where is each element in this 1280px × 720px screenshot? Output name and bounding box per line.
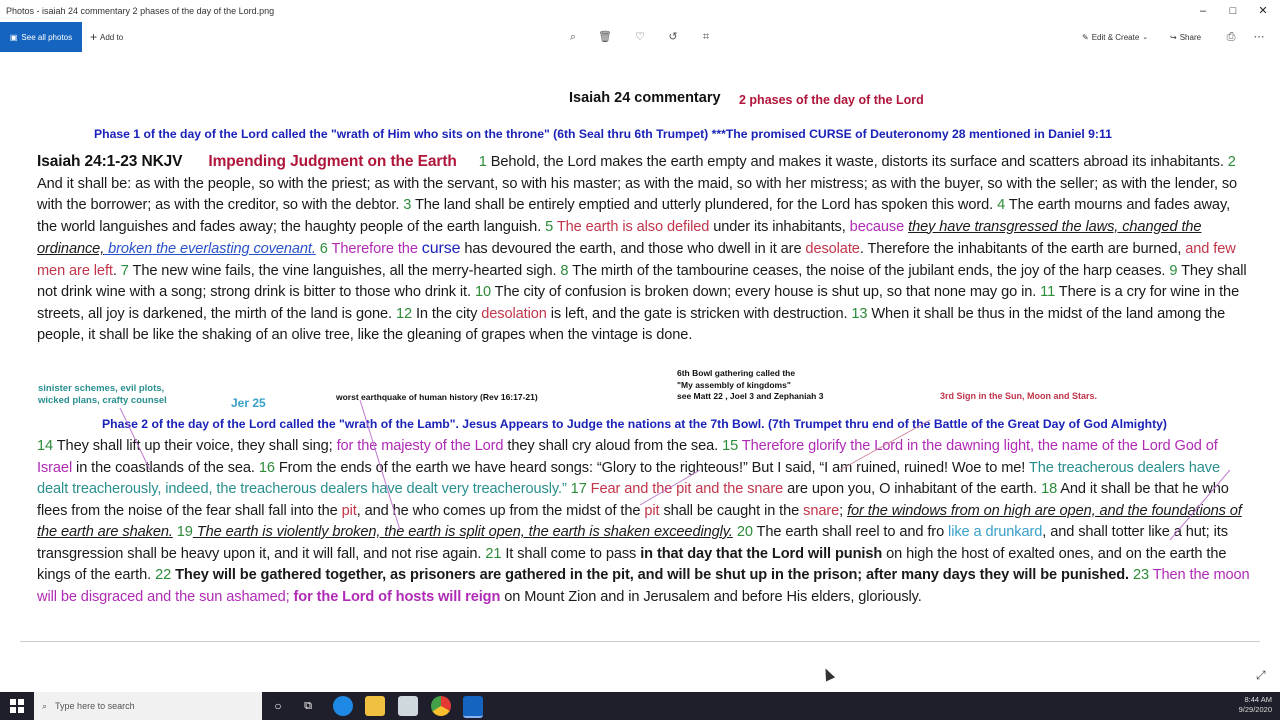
- verse-text: in the coastlands of the sea.: [72, 459, 259, 476]
- verse-text: The land shall be entirely emptied and utterly plundered, for the Lord has spoken this word.: [411, 197, 998, 213]
- verse-number: 20: [732, 524, 753, 540]
- verse-text: And it shall be that he who flees from the noise of the fear shall fall into the: [37, 481, 1229, 519]
- verse-text: , and shall totter like a hut; its transgression shall be heavy upon it, and it will fall, and not rise again.: [37, 524, 1228, 562]
- verse-emphasis: for the windows from on high are open, and the foundations of the earth are shaken.: [37, 502, 1242, 540]
- verse-text: The new wine fails, the vine languishes, all the merry-hearted sigh.: [128, 262, 561, 279]
- search-icon: ⌕: [42, 700, 48, 711]
- verse-text: From the ends of the earth we have heard songs: “Glory to the righteous!” But I said, “I am ruined, ruined! Woe to me!: [274, 459, 1029, 476]
- verse-text: ;: [839, 502, 848, 519]
- share-label: Share: [1179, 32, 1202, 42]
- verse-text: are upon you, O inhabitant of the earth.: [783, 481, 1042, 497]
- verse-text: There is a cry for wine in the streets, all joy is darkened, the mirth of the land is gone.: [37, 284, 1240, 322]
- window-title: Photos - isaiah 24 commentary 2 phases of the day of the Lord.png: [6, 6, 275, 16]
- divider: [20, 641, 1260, 642]
- verse-text: And it shall be: as with the people, so with the priest; as with the servant, so with his master; as with the maid, so with her mistress; as with the buyer, so with the seller; as with the lender, so with the borrower; as with the creditor, so with the debtor.: [37, 175, 1238, 213]
- verse-number: 6: [315, 241, 328, 257]
- verse-emphasis: because: [849, 218, 909, 235]
- search-placeholder: Type here to search: [55, 701, 135, 711]
- verse-number: 5: [545, 218, 554, 235]
- maximize-icon[interactable]: □: [1229, 5, 1237, 17]
- passage-heading: Impending Judgment on the Earth: [208, 153, 457, 170]
- photos-icon: ▣: [9, 32, 18, 42]
- verse-text: under its inhabitants,: [709, 218, 850, 235]
- verse-emphasis: for the Lord of hosts will reign: [293, 588, 501, 605]
- verse-emphasis: for the majesty of the Lord: [336, 438, 504, 454]
- verse-number: 17: [566, 481, 587, 497]
- verse-number: 22: [155, 567, 172, 583]
- windows-start-icon[interactable]: [0, 692, 34, 720]
- verse-number: 8: [560, 262, 569, 279]
- minimize-icon[interactable]: –: [1199, 5, 1207, 17]
- chrome-icon[interactable]: [431, 696, 451, 716]
- zoom-icon[interactable]: ⌕: [569, 31, 577, 43]
- phase-1-heading: Phase 1 of the day of the Lord called the "wrath of Him who sits on the throne" (6th Seal thru 6th Trumpet) ***The promised CURSE of Deuteronomy 28 mentioned in Daniel 9:11: [94, 127, 1112, 141]
- add-to-label: Add to: [100, 32, 124, 42]
- verse-text: The mirth of the tambourine ceases, the noise of the jubilant ends, the joy of the harp ceases.: [568, 262, 1170, 279]
- verse-text: on high the host of exalted ones, and on the earth the kings of the earth.: [37, 545, 1227, 583]
- verse-emphasis: desolation: [481, 305, 547, 322]
- annotation-sinister-schemes: sinister schemes, evil plots, wicked plans, crafty counsel: [38, 383, 167, 406]
- store-icon[interactable]: [398, 696, 418, 716]
- close-icon[interactable]: ✕: [1258, 5, 1268, 17]
- passage-reference: Isaiah 24:1-23 NKJV: [37, 153, 183, 170]
- verse-number: 19: [172, 524, 193, 540]
- verse-number: 2: [1227, 154, 1236, 170]
- verse-emphasis: Fear and the pit and the snare: [586, 481, 784, 497]
- verse-number: 14: [37, 438, 54, 454]
- verse-text: is left, and the gate is stricken with destruction.: [546, 305, 852, 322]
- verse-emphasis: The earth is also defiled: [553, 218, 710, 235]
- chevron-down-icon: ⌄: [1142, 34, 1149, 41]
- verse-number: 18: [1041, 481, 1058, 497]
- delete-icon[interactable]: 🗑︎: [598, 31, 612, 43]
- annotation-6th-bowl: 6th Bowl gathering called the "My assembly of kingdoms" see Matt 22 , Joel 3 and Zephaniah 3: [677, 368, 824, 401]
- verse-emphasis: They will be gathered together, as prisoners are gathered in the pit, and will be shut up in the prison; after many days they will be punished.: [171, 567, 1130, 583]
- verse-number: 9: [1169, 262, 1178, 279]
- verse-emphasis: broken the everlasting covenant.: [104, 241, 316, 257]
- verse-text: they shall cry aloud from the sea.: [503, 438, 723, 454]
- verse-number: 21: [485, 545, 502, 562]
- verse-text: The earth mourns and fades away, the world languishes and fades away; the haughty people of the earth languish.: [37, 197, 1231, 235]
- windows-taskbar: [0, 692, 1280, 720]
- task-view-icon[interactable]: ⧉: [304, 700, 312, 712]
- edit-icon: ✎: [1082, 32, 1089, 42]
- edge-icon[interactable]: [333, 696, 353, 716]
- clock-date: 9/29/2020: [1238, 705, 1272, 714]
- rotate-icon[interactable]: ↺: [668, 31, 678, 43]
- edit-create-label: Edit & Create: [1091, 32, 1140, 42]
- verse-emphasis: in that day that the Lord will punish: [640, 545, 883, 562]
- verse-text: When it shall be thus in the midst of the land among the people, it shall be like the shaking of an olive tree, like the gleaning of grapes when the vintage is done.: [37, 305, 1226, 343]
- verse-text: . Therefore the inhabitants of the earth are burned,: [859, 241, 1186, 257]
- verse-number: 23: [1129, 567, 1150, 583]
- annotation-jer-25: Jer 25: [231, 396, 266, 410]
- phase-2-heading: Phase 2 of the day of the Lord called the "wrath of the Lamb". Jesus Appears to Judge the nations at the 7th Bowl. (7th Trumpet thru end of the Battle of the Great Day of God Almighty): [102, 417, 1167, 431]
- verse-emphasis: desolate: [805, 241, 860, 257]
- verse-emphasis: Therefore glorify the Lord in the dawning light, the name of the Lord God of Israel: [37, 438, 1218, 476]
- verse-text: has devoured the earth, and those who dwell in it are: [460, 241, 806, 257]
- page-subtitle: 2 phases of the day of the Lord: [739, 93, 924, 107]
- verse-text: , and he who comes up from the midst of the: [356, 502, 645, 519]
- verse-emphasis: pit: [341, 502, 357, 519]
- verse-text: Behold, the Lord makes the earth empty and makes it waste, distorts its surface and scatters abroad its inhabitants.: [486, 154, 1228, 170]
- heart-icon[interactable]: ♡: [635, 31, 645, 43]
- cortana-icon[interactable]: ○: [274, 699, 282, 713]
- verse-text: The city of confusion is broken down; every house is shut up, so that none may go in.: [490, 284, 1041, 300]
- verse-number: 12: [395, 305, 412, 322]
- verse-emphasis: The earth is violently broken, the earth is split open, the earth is shaken exceedingly.: [192, 524, 733, 540]
- verse-text: It shall come to pass: [501, 545, 641, 562]
- taskbar-search-box[interactable]: [34, 692, 262, 720]
- page-title: Isaiah 24 commentary: [569, 90, 721, 106]
- verse-text: In the city: [411, 305, 482, 322]
- verse-text: They shall not drink wine with a song; strong drink is bitter to those who drink it.: [37, 262, 1247, 300]
- verse-emphasis: they have transgressed the laws, changed the ordinance,: [37, 218, 1202, 257]
- photos-app-icon[interactable]: [463, 696, 483, 718]
- verse-text: shall be caught in the: [659, 502, 804, 519]
- verse-number: 15: [722, 438, 739, 454]
- more-icon[interactable]: ⋯: [1253, 31, 1265, 43]
- verse-number: 7: [120, 262, 129, 279]
- verse-text: They shall lift up their voice, they shall sing;: [53, 438, 337, 454]
- verse-number: 11: [1040, 284, 1056, 300]
- see-all-photos-label: See all photos: [21, 32, 73, 42]
- verse-number: 10: [474, 284, 491, 300]
- right-edge-marks: [1268, 150, 1278, 600]
- annotation-earthquake: worst earthquake of human history (Rev 16:17-21): [336, 392, 538, 402]
- verse-emphasis: Therefore the: [327, 241, 422, 257]
- verse-text: The earth shall reel to and fro: [752, 524, 949, 540]
- verse-text: .: [112, 262, 121, 279]
- verse-number: 13: [851, 305, 868, 322]
- verse-number: 1: [478, 154, 487, 170]
- add-icon: +: [90, 30, 98, 44]
- verse-number: 3: [403, 197, 412, 213]
- verse-number: 16: [258, 459, 275, 476]
- verse-emphasis: The treacherous dealers have dealt treacherously, indeed, the treacherous dealers have dealt very treacherously.”: [37, 459, 1221, 497]
- verse-number: 4: [997, 197, 1006, 213]
- clock-time: 8:44 AM: [1244, 695, 1272, 704]
- crop-icon[interactable]: ⌗: [702, 31, 710, 43]
- print-icon[interactable]: ⎙: [1226, 31, 1236, 43]
- verse-emphasis: pit: [644, 502, 660, 519]
- verse-emphasis: snare: [803, 502, 840, 519]
- verse-emphasis: curse: [421, 240, 461, 257]
- verse-emphasis: and few men are left: [37, 241, 1236, 279]
- verse-text: on Mount Zion and in Jerusalem and before His elders, gloriously.: [500, 588, 922, 605]
- share-icon: ↪: [1170, 32, 1177, 42]
- system-tray[interactable]: [1239, 695, 1272, 715]
- explorer-icon[interactable]: [365, 696, 385, 716]
- verse-emphasis: like a drunkard: [948, 524, 1043, 540]
- annotation-3rd-sign: 3rd Sign in the Sun, Moon and Stars.: [940, 391, 1098, 401]
- verse-emphasis: Then the moon will be disgraced and the sun ashamed;: [37, 567, 1250, 605]
- expand-icon[interactable]: ⤢: [1256, 668, 1266, 682]
